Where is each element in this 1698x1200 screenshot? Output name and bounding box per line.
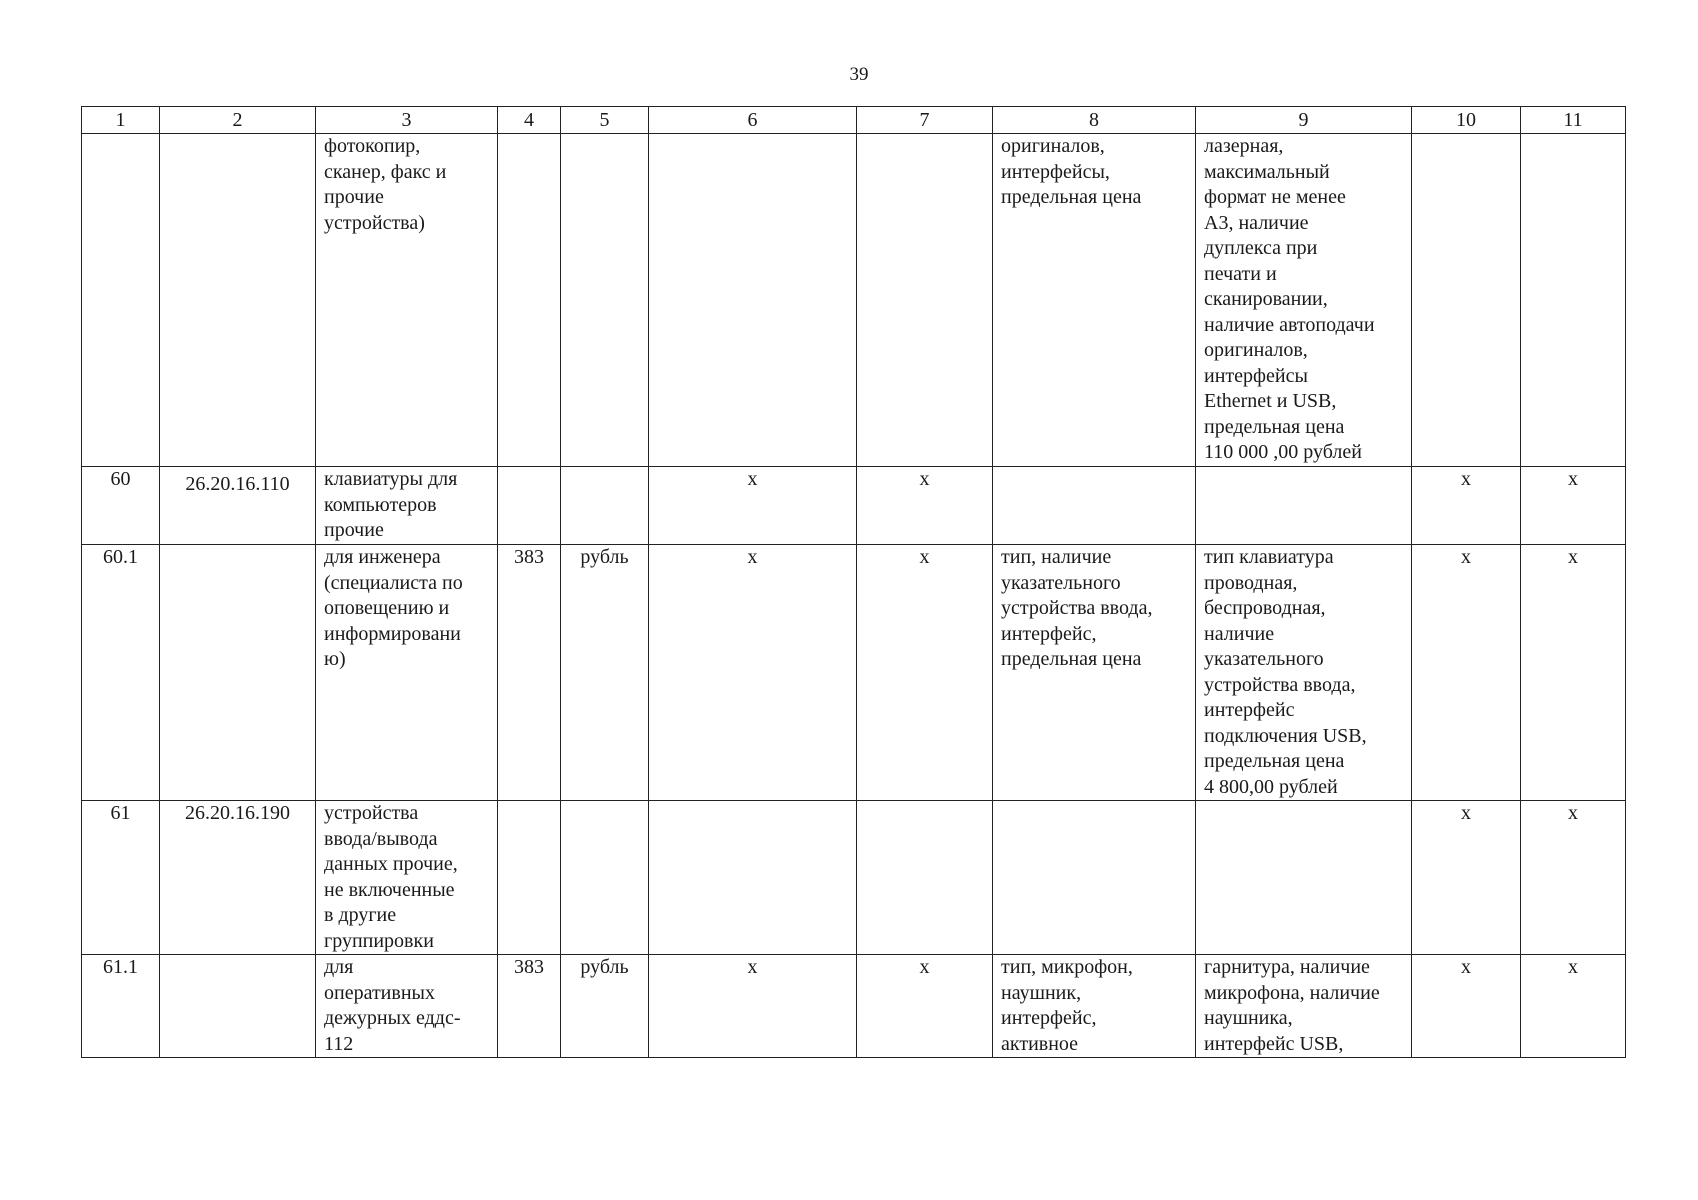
- header-cell: 3: [316, 107, 498, 134]
- table-row: [82, 545, 1626, 801]
- table-row: [82, 801, 1626, 955]
- row-number: 60: [82, 467, 160, 545]
- unit-name: рубль: [561, 955, 649, 1058]
- col-11-value: [1521, 134, 1626, 467]
- col-11-value: х: [1521, 467, 1626, 545]
- unit-code: [498, 801, 561, 955]
- header-cell: 9: [1196, 107, 1412, 134]
- unit-name: [561, 467, 649, 545]
- table-row: [82, 467, 1626, 545]
- col-6-value: [649, 134, 857, 467]
- row-number: [82, 134, 160, 467]
- col-10-value: [1412, 134, 1521, 467]
- header-cell: 4: [498, 107, 561, 134]
- table-row: [82, 134, 1626, 467]
- okpd-code: [160, 955, 316, 1058]
- col-11-value: х: [1521, 801, 1626, 955]
- row-number: 61: [82, 801, 160, 955]
- okpd-code: [160, 134, 316, 467]
- characteristic: [993, 801, 1196, 955]
- col-10-value: х: [1412, 545, 1521, 801]
- specification-table: [81, 106, 1626, 1058]
- characteristic-value: [1196, 467, 1412, 545]
- characteristic-value: [1196, 801, 1412, 955]
- item-name: устройства ввода/вывода данных прочие, не включенные в другие группировки: [316, 801, 498, 955]
- header-cell: 6: [649, 107, 857, 134]
- header-cell: 8: [993, 107, 1196, 134]
- col-10-value: х: [1412, 955, 1521, 1058]
- row-number: 61.1: [82, 955, 160, 1058]
- characteristic-value: лазерная, максимальный формат не менее А3, наличие дуплекса при печати и сканировании, наличие автоподачи оригиналов, интерфейсы Ethernet и USB, предельная цена 110 000 ,00 рублей: [1196, 134, 1412, 467]
- header-cell: 5: [561, 107, 649, 134]
- page-number: 39: [849, 64, 869, 85]
- unit-code: [498, 134, 561, 467]
- okpd-code: [160, 545, 316, 801]
- col-6-value: [649, 801, 857, 955]
- col-6-value: х: [649, 467, 857, 545]
- unit-name: [561, 134, 649, 467]
- unit-code: [498, 467, 561, 545]
- header-cell: 1: [82, 107, 160, 134]
- characteristic-value: тип клавиатура проводная, беспроводная, наличие указательного устройства ввода, интерфейс подключения USB, предельная цена 4 800,00 рублей: [1196, 545, 1412, 801]
- table-header-row: [82, 107, 1626, 134]
- item-name: для оперативных дежурных еддс- 112: [316, 955, 498, 1058]
- header-cell: 10: [1412, 107, 1521, 134]
- item-name: для инженера (специалиста по оповещению и информировани ю): [316, 545, 498, 801]
- characteristic: оригиналов, интерфейсы, предельная цена: [993, 134, 1196, 467]
- unit-code: 383: [498, 545, 561, 801]
- characteristic-value: гарнитура, наличие микрофона, наличие наушника, интерфейс USB,: [1196, 955, 1412, 1058]
- col-7-value: х: [857, 467, 993, 545]
- col-11-value: х: [1521, 545, 1626, 801]
- col-7-value: [857, 134, 993, 467]
- characteristic: [993, 467, 1196, 545]
- row-number: 60.1: [82, 545, 160, 801]
- okpd-code: 26.20.16.190: [160, 801, 316, 955]
- col-7-value: х: [857, 545, 993, 801]
- characteristic: тип, наличие указательного устройства ввода, интерфейс, предельная цена: [993, 545, 1196, 801]
- col-11-value: х: [1521, 955, 1626, 1058]
- item-name: фотокопир, сканер, факс и прочие устройства): [316, 134, 498, 467]
- col-7-value: х: [857, 955, 993, 1058]
- unit-code: 383: [498, 955, 561, 1058]
- col-10-value: х: [1412, 801, 1521, 955]
- col-7-value: [857, 801, 993, 955]
- item-name: клавиатуры для компьютеров прочие: [316, 467, 498, 545]
- header-cell: 2: [160, 107, 316, 134]
- col-10-value: х: [1412, 467, 1521, 545]
- characteristic: тип, микрофон, наушник, интерфейс, активное: [993, 955, 1196, 1058]
- header-cell: 7: [857, 107, 993, 134]
- unit-name: [561, 801, 649, 955]
- unit-name: рубль: [561, 545, 649, 801]
- table-row: [82, 955, 1626, 1058]
- okpd-code: 26.20.16.110: [160, 467, 316, 545]
- col-6-value: х: [649, 955, 857, 1058]
- header-cell: 11: [1521, 107, 1626, 134]
- col-6-value: х: [649, 545, 857, 801]
